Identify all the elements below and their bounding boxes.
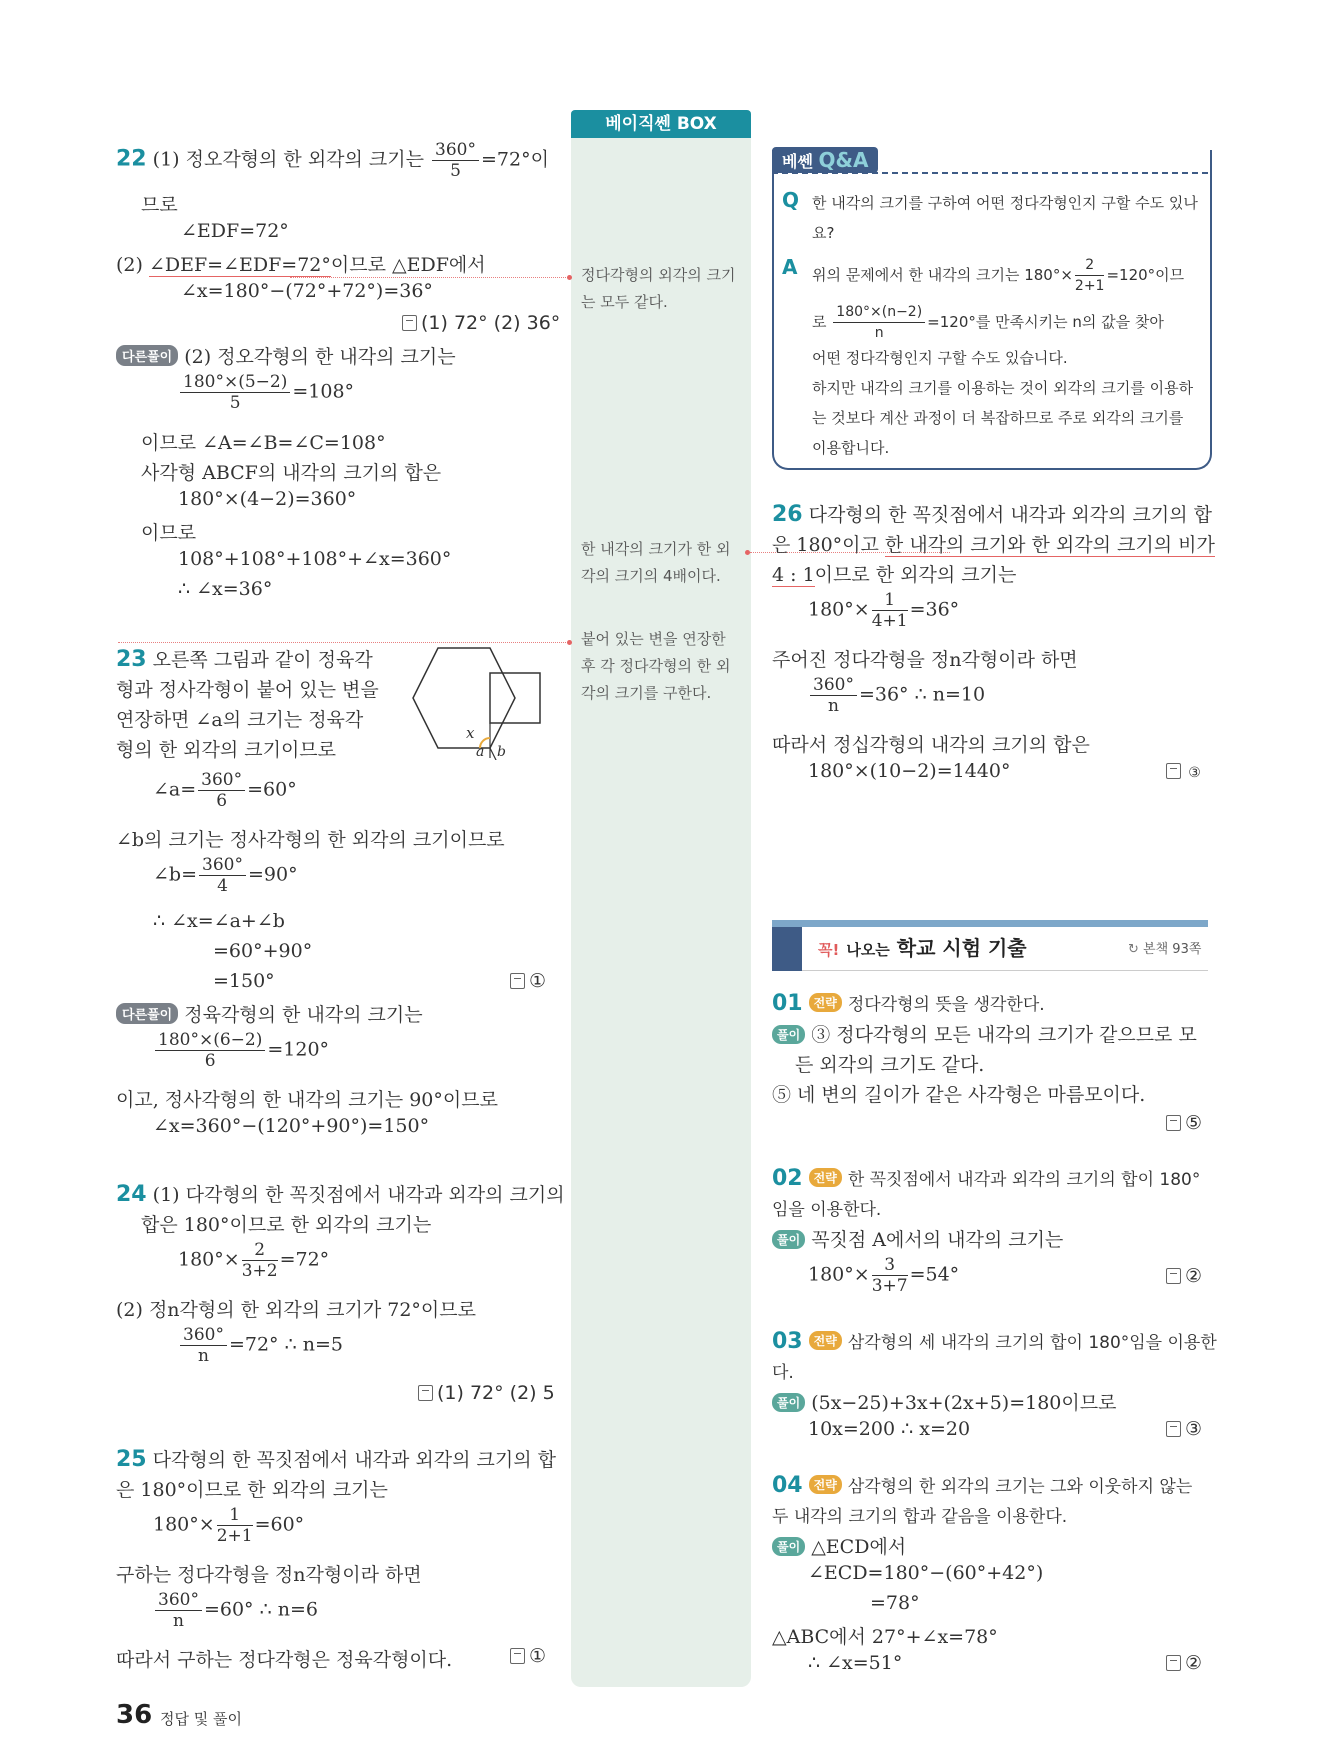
problem-24: 24 (1) 다각형의 한 꼭짓점에서 내각과 외각의 크기의	[116, 1182, 565, 1207]
answer-26: ③	[1166, 760, 1204, 783]
answer-icon	[510, 973, 525, 989]
answer-icon	[418, 1385, 433, 1401]
equation: $\frac{180^\circ\times(5-2)}{5}$ =108°	[178, 372, 354, 413]
refresh-icon: ↻	[1128, 942, 1139, 957]
answer-icon	[1166, 1421, 1181, 1437]
fraction: $\frac{360^\circ}{n}$	[810, 675, 857, 716]
guide-dot-2	[745, 550, 750, 555]
equation: ∴ ∠x=36°	[178, 578, 273, 600]
answer-icon	[1166, 763, 1181, 779]
text-line: 이므로	[141, 522, 197, 544]
equation: ∠x=180°−(72°+72°)=36°	[181, 280, 433, 302]
qa-answer: A 위의 문제에서 한 내각의 크기는 180°× $\frac{2}{2+1}$ =120°이므 로 $\frac{180^\circ\times(n-2)}{n}$ =120°를 만족시키는 n의 값을 찾아 어떤 정다각형인지 구할 수도 있습니다. 하지만 내각의 크기를 이용하는 것이 외각의 크기를 이용하는 것보다 계산 과정이 더 복잡하므로 주로 외각의 크기를 이용합니다.	[782, 255, 1194, 457]
label-x: x	[466, 724, 475, 742]
problem-number: 25	[116, 1447, 147, 1472]
fraction: $\frac{360^\circ}{n}$	[180, 1325, 227, 1366]
fraction: $\frac{1}{2+1}$	[216, 1505, 253, 1546]
strategy-line: 다.	[772, 1363, 794, 1383]
text-line: 4 : 1이므로 한 외각의 크기는	[772, 564, 1017, 586]
equation: =60°+90°	[213, 940, 313, 962]
answer-24: (1) 72° (2) 5	[418, 1382, 555, 1404]
fraction: $\frac{180^\circ\times(5-2)}{5}$	[180, 372, 290, 413]
solution-badge: 풀이	[772, 1025, 805, 1044]
solution-line: 든 외각의 크기도 같다.	[795, 1054, 985, 1076]
text-line: 사각형 ABCF의 내각의 크기의 합은	[141, 462, 442, 484]
answer-03: ③	[1166, 1418, 1202, 1440]
qa-question: Q 한 내각의 크기를 구하여 어떤 정다각형인지 구할 수도 있나요?	[782, 188, 1198, 242]
page-footer-label: 정답 및 풀이	[160, 1710, 242, 1728]
fraction: $\frac{360^\circ}{6}$	[198, 770, 245, 811]
answer-icon	[1166, 1655, 1181, 1671]
equation: ∠x=360°−(120°+90°)=150°	[153, 1115, 430, 1137]
text-line: 므로	[141, 194, 178, 216]
text-line: 이므로 ∠A=∠B=∠C=108°	[141, 432, 386, 454]
exam-section-title: 꼭! 나오는 학교 시험 기출	[818, 936, 1027, 960]
answer-02: ②	[1166, 1265, 1202, 1287]
strategy-badge: 전략	[809, 993, 842, 1012]
equation: =150°	[213, 970, 275, 992]
equation: ∴ ∠x=∠a+∠b	[153, 910, 285, 932]
solution-line: ⑤ 네 변의 길이가 같은 사각형은 마름모이다.	[772, 1084, 1146, 1106]
text-line: 따라서 구하는 정다각형은 정육각형이다.	[116, 1649, 453, 1671]
equation: △ABC에서 27°+∠x=78°	[772, 1626, 998, 1648]
label-a: a	[476, 744, 485, 760]
strategy-badge: 전략	[809, 1475, 842, 1494]
equation: ∠a= $\frac{360^\circ}{6}$ =60°	[153, 770, 297, 811]
exam-question-03: 03 전략 삼각형의 세 내각의 크기의 합이 180°임을 이용한	[772, 1329, 1217, 1354]
fraction: $\frac{3}{3+7}$	[871, 1255, 908, 1296]
equation: 180°× $\frac{1}{2+1}$ =60°	[153, 1505, 305, 1546]
answer-icon	[1166, 1115, 1181, 1131]
equation: 180°×(4−2)=360°	[178, 488, 357, 510]
fraction: $\frac{360^\circ}{5}$	[432, 140, 479, 181]
strategy-line: 임을 이용한다.	[772, 1200, 882, 1220]
strategy-badge: 전략	[809, 1168, 842, 1187]
page-number: 36	[116, 1700, 153, 1730]
fraction: $\frac{2}{3+2}$	[241, 1240, 278, 1281]
equation: ∴ ∠x=51°	[808, 1652, 903, 1674]
text-line: 은 180°이므로 한 외각의 크기는	[116, 1479, 388, 1501]
equation: 180°× $\frac{3}{3+7}$ =54°	[808, 1255, 960, 1296]
text-line: 주어진 정다각형을 정n각형이라 하면	[772, 649, 1078, 671]
question-icon: Q	[782, 188, 800, 212]
text-line: (2) 정n각형의 한 외각의 크기가 72°이므로	[116, 1299, 476, 1321]
alt-solution: 다른풀이 정육각형의 한 내각의 크기는	[116, 1000, 423, 1027]
answer-icon	[402, 315, 417, 331]
problem-number: 26	[772, 502, 803, 527]
strategy-badge: 전략	[809, 1331, 842, 1350]
problem-number: 23	[116, 647, 147, 672]
solution-line: 풀이 꼭짓점 A에서의 내각의 크기는	[772, 1225, 1063, 1252]
problem-number: 22	[116, 146, 147, 172]
exam-question-01: 01 전략 정다각형의 뜻을 생각한다.	[772, 991, 1045, 1016]
exam-reference: ↻ 본책 93쪽	[1128, 942, 1202, 957]
answer-04: ②	[1166, 1652, 1202, 1674]
problem-number: 24	[116, 1182, 147, 1207]
solution-line: 풀이 ③ 정다각형의 모든 내각의 크기가 같으므로 모	[772, 1020, 1197, 1047]
box-note-3: 붙어 있는 변을 연장한 후 각 정다각형의 한 외각의 크기를 구한다.	[581, 630, 731, 702]
answer-25: ①	[510, 1645, 546, 1667]
basic-box-title: 베이직쎈 BOX	[571, 110, 751, 138]
answer-01: ⑤	[1166, 1112, 1202, 1134]
qa-logo: 베쎈 Q&A	[772, 147, 878, 173]
fraction: $\frac{2}{2+1}$	[1074, 257, 1105, 294]
exam-question-02: 02 전략 한 꼭짓점에서 내각과 외각의 크기의 합이 180°	[772, 1166, 1201, 1191]
guide-line-1	[290, 277, 572, 278]
solution-badge: 풀이	[772, 1230, 805, 1249]
equation: 108°+108°+108°+∠x=360°	[178, 548, 452, 570]
problem-25: 25 다각형의 한 꼭짓점에서 내각과 외각의 크기의 합	[116, 1447, 556, 1472]
text-line: 합은 180°이므로 한 외각의 크기는	[141, 1214, 432, 1236]
fraction: $\frac{180^\circ\times(n-2)}{n}$	[833, 302, 925, 343]
fraction: $\frac{360^\circ}{4}$	[199, 855, 246, 896]
text-line: 형과 정사각형이 붙어 있는 변을	[116, 679, 379, 701]
text-line: 구하는 정다각형을 정n각형이라 하면	[116, 1564, 422, 1586]
alt-solution-badge: 다른풀이	[116, 345, 178, 366]
equation: $\frac{360^\circ}{n}$ =60° ∴ n=6	[153, 1590, 318, 1631]
problem-22	[116, 140, 549, 181]
exam-bar-block	[772, 927, 802, 971]
solution-badge: 풀이	[772, 1393, 805, 1412]
exam-question-04: 04 전략 삼각형의 한 외각의 크기는 그와 이웃하지 않는	[772, 1473, 1193, 1498]
solution-line: 풀이 (5x−25)+3x+(2x+5)=180이므로	[772, 1388, 1116, 1415]
text-line: 형의 한 외각의 크기이므로	[116, 739, 337, 761]
solution-line: 풀이 △ECD에서	[772, 1532, 906, 1559]
equation: ∠EDF=72°	[181, 220, 289, 242]
solution-badge: 풀이	[772, 1537, 805, 1556]
strategy-line: 두 내각의 크기의 합과 같음을 이용한다.	[772, 1507, 1068, 1527]
equation: $\frac{360^\circ}{n}$ =36° ∴ n=10	[808, 675, 985, 716]
equation: ∠b= $\frac{360^\circ}{4}$ =90°	[153, 855, 298, 896]
alt-solution-badge: 다른풀이	[116, 1003, 178, 1024]
answer-icon	[510, 1648, 525, 1664]
fraction: $\frac{360^\circ}{n}$	[155, 1590, 202, 1631]
text-line: ∠b의 크기는 정사각형의 한 외각의 크기이므로	[116, 829, 505, 851]
equation: 180°× $\frac{1}{4+1}$ =36°	[808, 590, 960, 631]
text-line: 따라서 정십각형의 내각의 크기의 합은	[772, 734, 1090, 756]
text-line: 은 180°이고 한 내각의 크기와 한 외각의 크기의 비가	[772, 534, 1215, 556]
basic-box-panel	[571, 112, 751, 1687]
hexagon-shape	[413, 648, 515, 748]
equation: $\frac{180^\circ\times(6-2)}{6}$ =120°	[153, 1030, 329, 1071]
equation: 10x=200 ∴ x=20	[808, 1418, 971, 1440]
text-line: (2) ∠DEF=∠EDF=72°이므로 △EDF에서	[116, 254, 486, 276]
equation: 180°× $\frac{2}{3+2}$ =72°	[178, 1240, 330, 1281]
fraction: $\frac{1}{4+1}$	[871, 590, 908, 631]
equation: =78°	[870, 1592, 920, 1614]
equation: 180°×(10−2)=1440°	[808, 760, 1011, 782]
answer-23: ①	[510, 970, 546, 992]
problem-26: 26 다각형의 한 꼭짓점에서 내각과 외각의 크기의 합	[772, 502, 1212, 527]
text: (1) 정오각형의 한 외각의 크기는	[152, 148, 424, 171]
equation: $\frac{360^\circ}{n}$ =72° ∴ n=5	[178, 1325, 343, 1366]
guide-dot-1	[567, 275, 572, 280]
box-note-2: 한 내각의 크기가 한 외각의 크기의 4배이다.	[581, 540, 731, 585]
problem-23: 23 오른쪽 그림과 같이 정육각	[116, 647, 373, 672]
alt-solution: 다른풀이 (2) 정오각형의 한 내각의 크기는	[116, 342, 456, 369]
hexagon-square-figure	[390, 640, 560, 760]
guide-dot-3	[567, 640, 572, 645]
exam-bar-line	[802, 970, 1208, 971]
label-b: b	[497, 744, 506, 760]
box-note-1: 정다각형의 외각의 크기는 모두 같다.	[581, 266, 736, 311]
answer-22: (1) 72° (2) 36°	[402, 312, 560, 334]
equation: ∠ECD=180°−(60°+42°)	[808, 1562, 1044, 1584]
answer-a-icon: A	[782, 255, 798, 279]
fraction: $\frac{180^\circ\times(6-2)}{6}$	[155, 1030, 265, 1071]
text-line: 이고, 정사각형의 한 내각의 크기는 90°이므로	[116, 1089, 498, 1111]
text-line: 연장하면 ∠a의 크기는 정육각	[116, 709, 364, 731]
answer-icon	[1166, 1268, 1181, 1284]
text: =72°이	[481, 148, 549, 171]
